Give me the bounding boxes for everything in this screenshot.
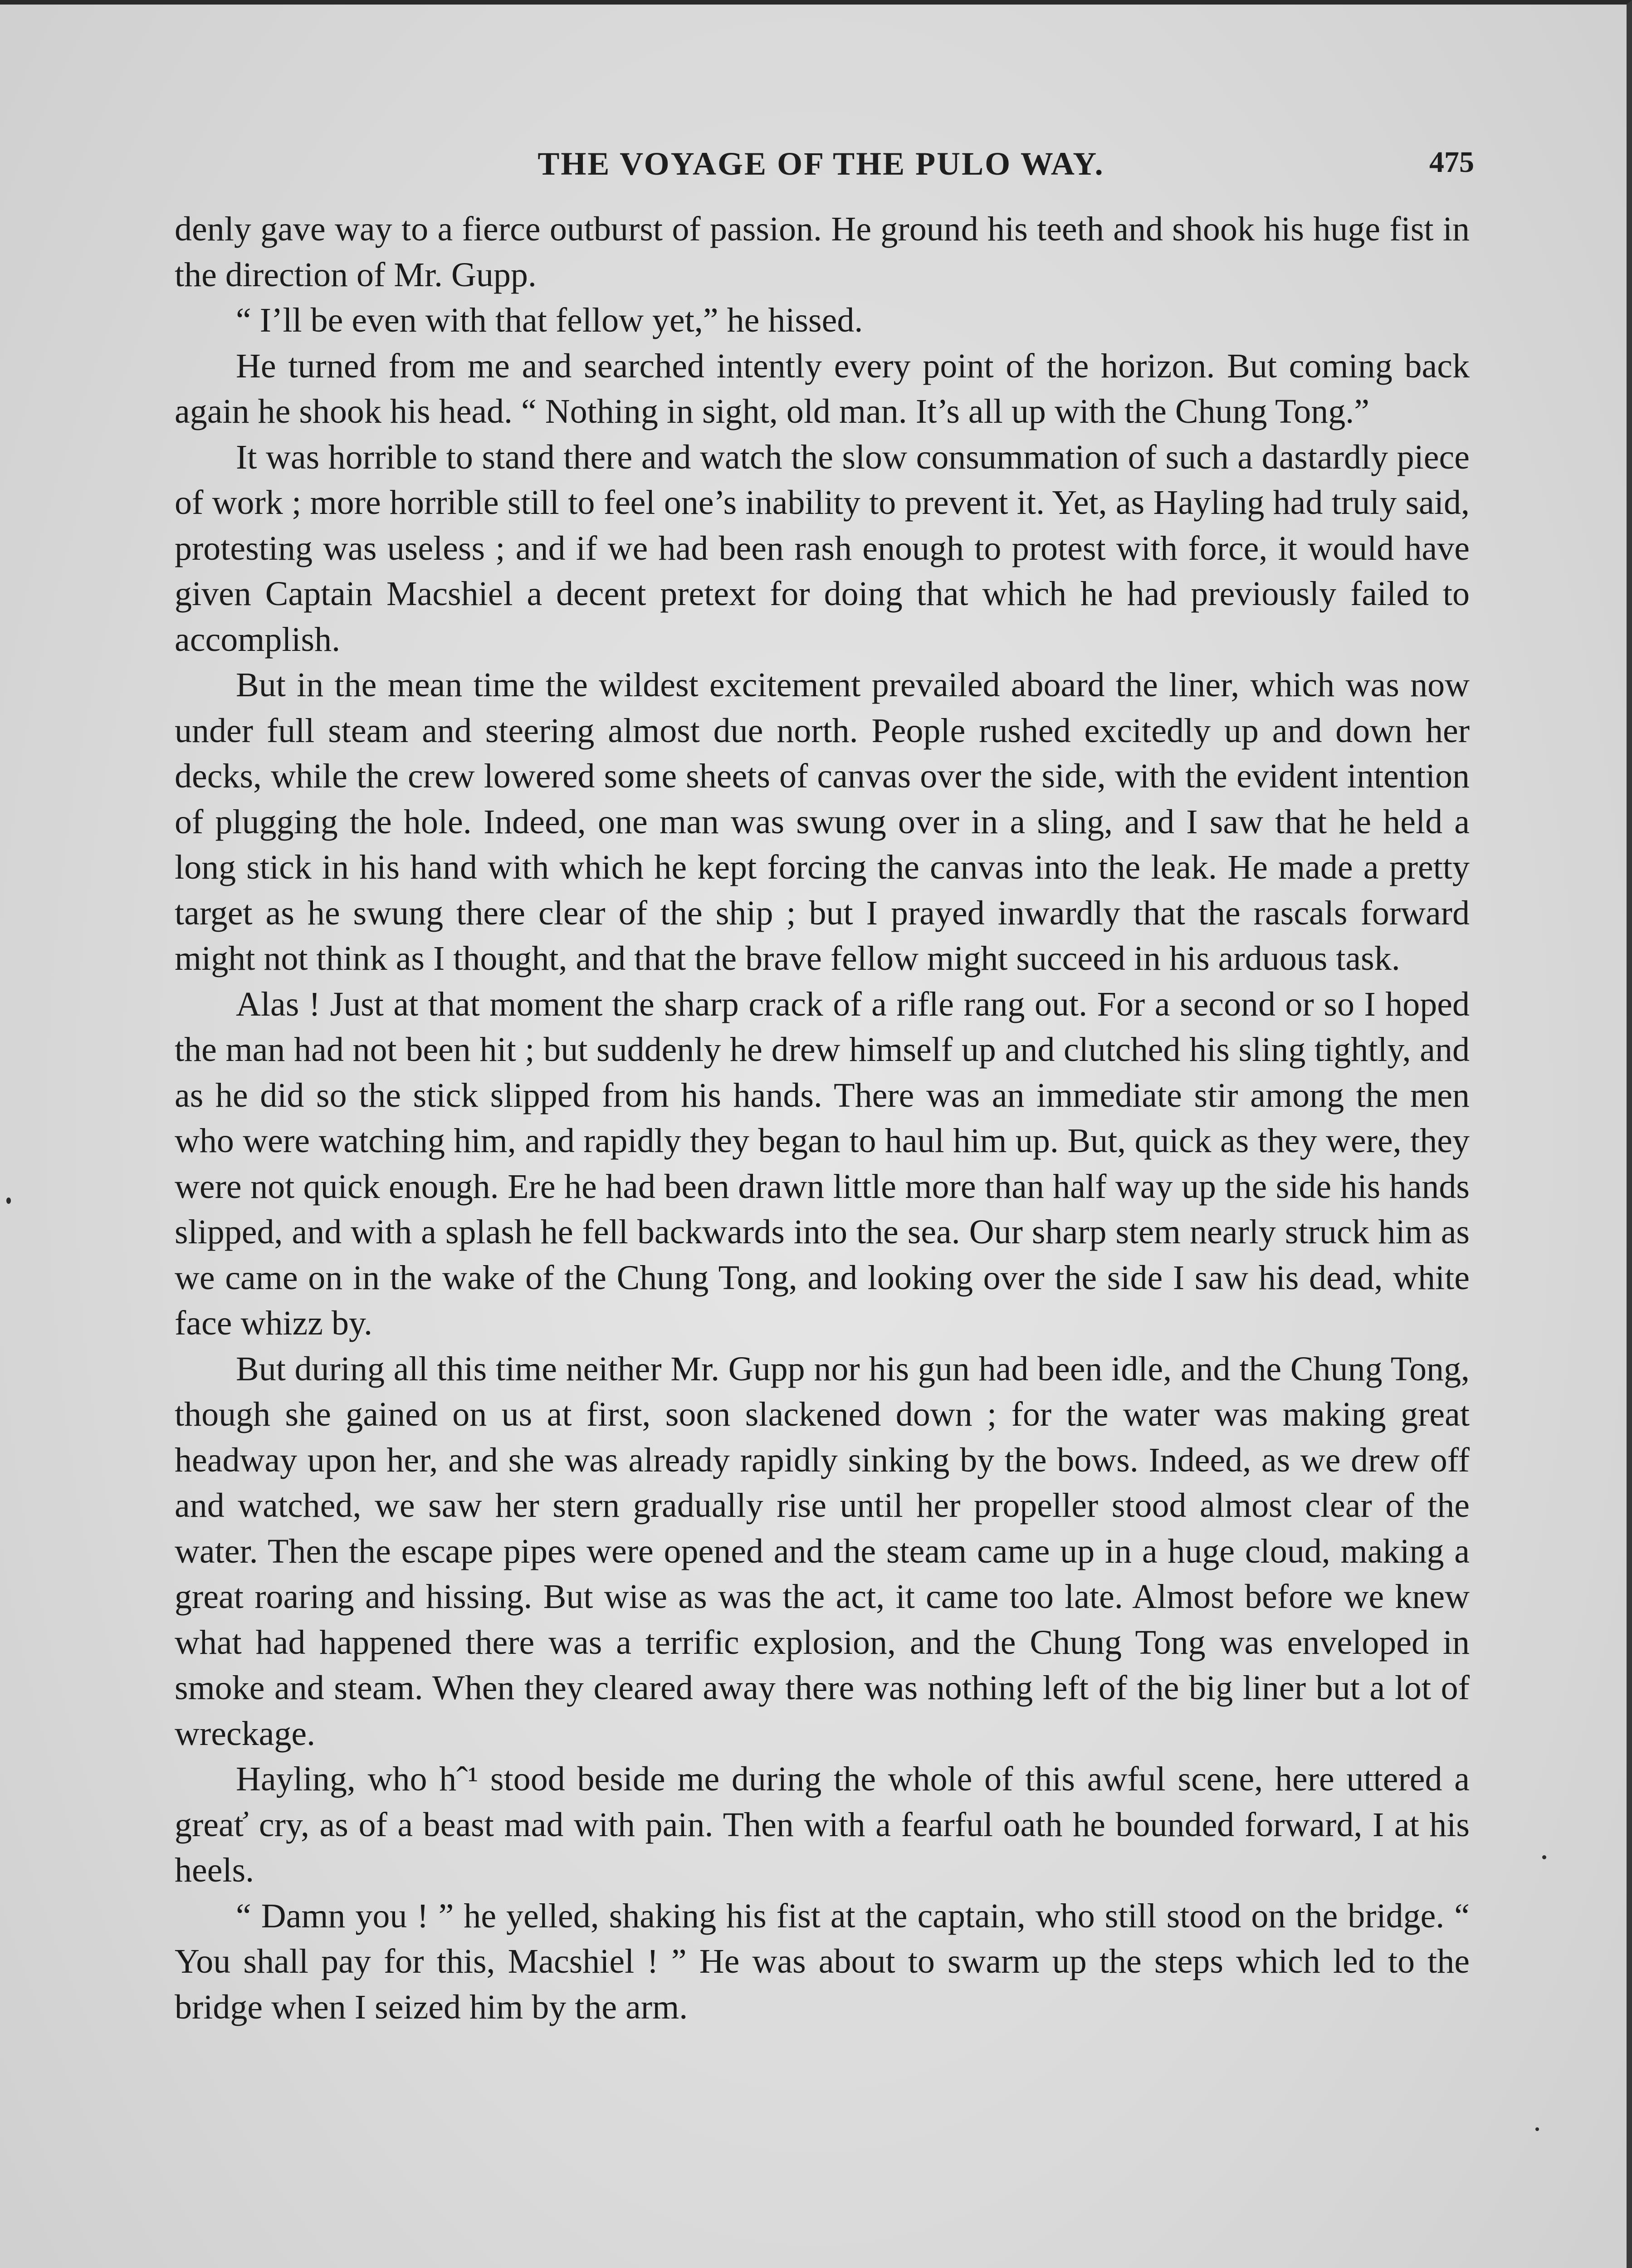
- paragraph-5: But in the mean time the wildest excitement prevailed aboard the liner, which was now under full steam and steering almost due north. People rushed excitedly up and down her decks, while the crew lowered some sheets of canvas over the side, with the evident intention of plugging the hole. Indeed, one man was swung over in a sling, and I saw that he held a long stick in his hand with which he kept forcing the canvas into the leak. He made a pretty target as he swung there clear of the ship ; but I prayed inwardly that the rascals forward might not think as I thought, and that the brave fellow might succeed in his arduous task.: [175, 666, 1470, 978]
- paragraph-8: Hayling, who hˆ¹ stood beside me during the whole of this awful scene, here uttered a greať cry, as of a beast mad with pain. Then with a fearful oath he bounded forward, I at his heels.: [175, 1760, 1470, 1889]
- ink-speck: [6, 1198, 11, 1204]
- ink-speck: [1535, 2127, 1539, 2131]
- paragraph-2: “ I’ll be even with that fellow yet,” he hissed.: [236, 301, 863, 339]
- paragraph-1: denly gave way to a fierce outburst of passion. He ground his teeth and shook his huge fist in the direction of Mr. Gupp.: [175, 210, 1470, 294]
- page-number: 475: [1429, 146, 1474, 179]
- paragraph-9: “ Damn you ! ” he yelled, shaking his fist at the captain, who still stood on the bridge. “ You shall pay for this, Macshiel ! ” He was about to swarm up the steps which led to the bridge when I seized him by the arm.: [175, 1897, 1470, 2026]
- page-header: [172, 141, 1474, 191]
- running-title: THE VOYAGE OF THE PULO WAY.: [537, 146, 1104, 182]
- paragraph-3: He turned from me and searched intently every point of the horizon. But coming back again he shook his head. “ Nothing in sight, old man. It’s all up with the Chung Tong.”: [175, 347, 1470, 430]
- body-text: [175, 206, 1470, 2030]
- paragraph-6: Alas ! Just at that moment the sharp crack of a rifle rang out. For a second or so I hoped the man had not been hit ; but suddenly he drew himself up and clutched his sling tightly, and as he did so the stick slipped from his hands. There was an immediate stir among the men who were watching him, and rapidly they began to haul him up. But, quick as they were, they were not quick enough. Ere he had been drawn little more than half way up the side his hands slipped, and with a splash he fell backwards into the sea. Our sharp stem nearly struck him as we came on in the wake of the Chung Tong, and looking over the side I saw his dead, white face whizz by.: [175, 985, 1470, 1342]
- paragraph-7: But during all this time neither Mr. Gupp nor his gun had been idle, and the Chung Tong, though she gained on us at first, soon slackened down ; for the water was making great headway upon her, and she was already rapidly sinking by the bows. Indeed, as we drew off and watched, we saw her stern gradually rise until her propeller stood almost clear of the water. Then the escape pipes were opened and the steam came up in a huge cloud, making a great roaring and hissing. But wise as was the act, it came too late. Almost before we knew what had happened there was a terrific explosion, and the Chung Tong was enveloped in smoke and steam. When they cleared away there was nothing left of the big liner but a lot of wreckage.: [175, 1349, 1470, 1753]
- ink-speck: [1542, 1855, 1546, 1859]
- paragraph-4: It was horrible to stand there and watch the slow consummation of such a dastardly piece of work ; more horrible still to feel one’s inability to prevent it. Yet, as Hayling had truly said, protesting was useless ; and if we had been rash enough to protest with force, it would have given Captain Macshiel a decent pretext for doing that which he had previously failed to accomplish.: [175, 438, 1470, 659]
